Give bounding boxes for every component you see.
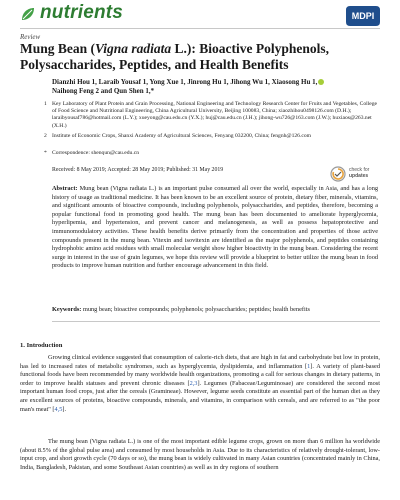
header-divider: [20, 28, 380, 29]
para1-text-b: ]. A variety of plant-based functional foods have been recommended by many worldwide health organizations, promoting a call for serious changes in dietary patterns, in order to improve health statuses and prevent chronic diseases [: [20, 362, 380, 387]
journal-logo-icon: [20, 6, 36, 22]
para1-text-d: ].: [62, 405, 67, 413]
check-updates-line1: check for: [349, 167, 370, 173]
check-updates-icon: [330, 166, 346, 182]
title-part2: L.): Bioactive Polyphenols, Polysaccharides, Peptides, and Health Benefits: [20, 41, 330, 72]
keywords-label: Keywords:: [52, 306, 82, 313]
affiliation-2: [44, 133, 378, 140]
section-heading: 1. Introduction: [20, 342, 63, 349]
affiliation-text: Key Laboratory of Plant Protein and Grain Processing, National Engineering and Technology Research Center for Fruits and Vegetables, College of Food Science and Nutritional Engineering, China Agricultural University, Beijing 100083, China; xiaozhihou0498126.com (D.H.); laraibyousaf786@hotmail.com (L.Y.); xueyong@cau.edu.cn (Y.X.); huj@cau.edu.cn (J.H.); jihong-wu726@163.com (J.W.); huxiaos@263.net (X.H.): [52, 101, 377, 129]
authors-line2[interactable]: Naihong Feng 2 and Qun Shen 1,*: [52, 87, 155, 95]
intro-paragraph-2: The mung bean (Vigna radiata L.) is one of the most important edible legume crops, grown on more than 6 million ha worldwide (about 8.5% of the global pulse area) and consumed by most households in Asia. Due to its characteristics of relatively drought-tolerant, low-input crop, and short growth cycle (70 days or so), the mung bean is widely cultivated in many Asian countries (concentrated mainly in China, India, Bangladesh, Pakistan, and some Southeast Asian countries) as well as in dry regions of southern: [20, 438, 380, 471]
citation-link[interactable]: 4,5: [54, 405, 63, 413]
keywords-divider: [52, 321, 380, 322]
affiliation-number: 2: [44, 133, 47, 139]
correspondence-text[interactable]: Correspondence: shenqun@cau.edu.cn: [52, 150, 140, 156]
check-updates-label: [349, 167, 369, 179]
keywords: [52, 306, 378, 315]
citation-link[interactable]: 1: [307, 362, 311, 370]
affiliation-text: Institute of Economic Crops, Shanxi Academy of Agricultural Sciences, Fenyang 032200, China; fengnh@126.com: [52, 133, 311, 139]
intro-paragraph-1: [20, 354, 380, 414]
journal-name[interactable]: nutrients: [40, 2, 124, 23]
correspondence: [44, 150, 378, 157]
affiliation-number: 1: [44, 101, 47, 107]
check-for-updates-button[interactable]: [330, 164, 380, 186]
title-part1: Mung Bean (: [20, 41, 96, 56]
article-type: Review: [20, 33, 41, 41]
citation-link[interactable]: 2,3: [189, 379, 198, 387]
authors-line1[interactable]: Dianzhi Hou 1, Laraib Yousaf 1, Yong Xue 1, Jinrong Hu 1, Jihong Wu 1, Xiaosong Hu 1,: [52, 78, 318, 86]
abstract-text: Mung bean (Vigna radiata L.) is an important pulse consumed all over the world, especially in Asia, and has a long history of usage as traditional medicine. It has been known to be an excellent source of protein, dietary fiber, minerals, vitamins, and significant amounts of bioactive compounds, including polyphenols, polysaccharides, and peptides, therefore, becoming a popular functional food in promoting good health. The mung bean has been documented to ameliorate hyperglycemia, hyperlipemia, and hypertension, and prevent cancer and melanogenesis, as well as possess hepatoprotective and immunomodulatory activities. These health benefits derive primarily from the concentration and properties of those active compounds present in the mung bean. Vitexin and isovitexin are identified as the major polyphenols, and peptides containing hydrophobic amino acid residues with small molecular weight show higher bioactivity in the mung bean. Considering the recent surge in interest in the use of grain legumes, we hope this review will provide a blueprint to better utilize the mung bean in food products to improve human nutrition and further encourage advancement in this field.: [52, 185, 378, 270]
para1-text-c: ]. Legumes (Fabaceae/Leguminosae) are considered the second most important human food crops, just after the cereals (Gramineae). However, legume seeds constitute an essential part of the human diet as they are excellent sources of proteins, bioactive compounds, minerals, and vitamins, in comparison with cereals, and are referred to as "the poor man's meat" [: [20, 379, 380, 413]
orcid-icon[interactable]: [318, 79, 324, 85]
mdpi-logo-text: MDPI: [351, 11, 375, 21]
affiliation-number: *: [44, 150, 47, 156]
author-list: [52, 78, 382, 96]
affiliation-1: [44, 101, 378, 130]
publication-dates: Received: 8 May 2019; Accepted: 28 May 2019; Published: 31 May 2019: [52, 167, 224, 173]
title-italic: Vigna radiata: [95, 41, 172, 56]
keywords-text: mung bean; bioactive compounds; polyphenols; polysaccharides; peptides; health benefits: [82, 306, 310, 313]
article-title: [20, 41, 380, 72]
mdpi-logo-icon[interactable]: [346, 6, 380, 26]
abstract: [52, 185, 378, 271]
abstract-label: Abstract:: [52, 185, 78, 192]
check-updates-line2: updates: [349, 173, 369, 179]
para1-text-a: Growing clinical evidence suggested that consumption of calorie-rich diets, that are high in fat and carbohydrate but low in protein, has led to increased rates of metabolic syndromes, such as hyperglycemia, dyslipidemia, and inflammation [: [20, 354, 380, 370]
